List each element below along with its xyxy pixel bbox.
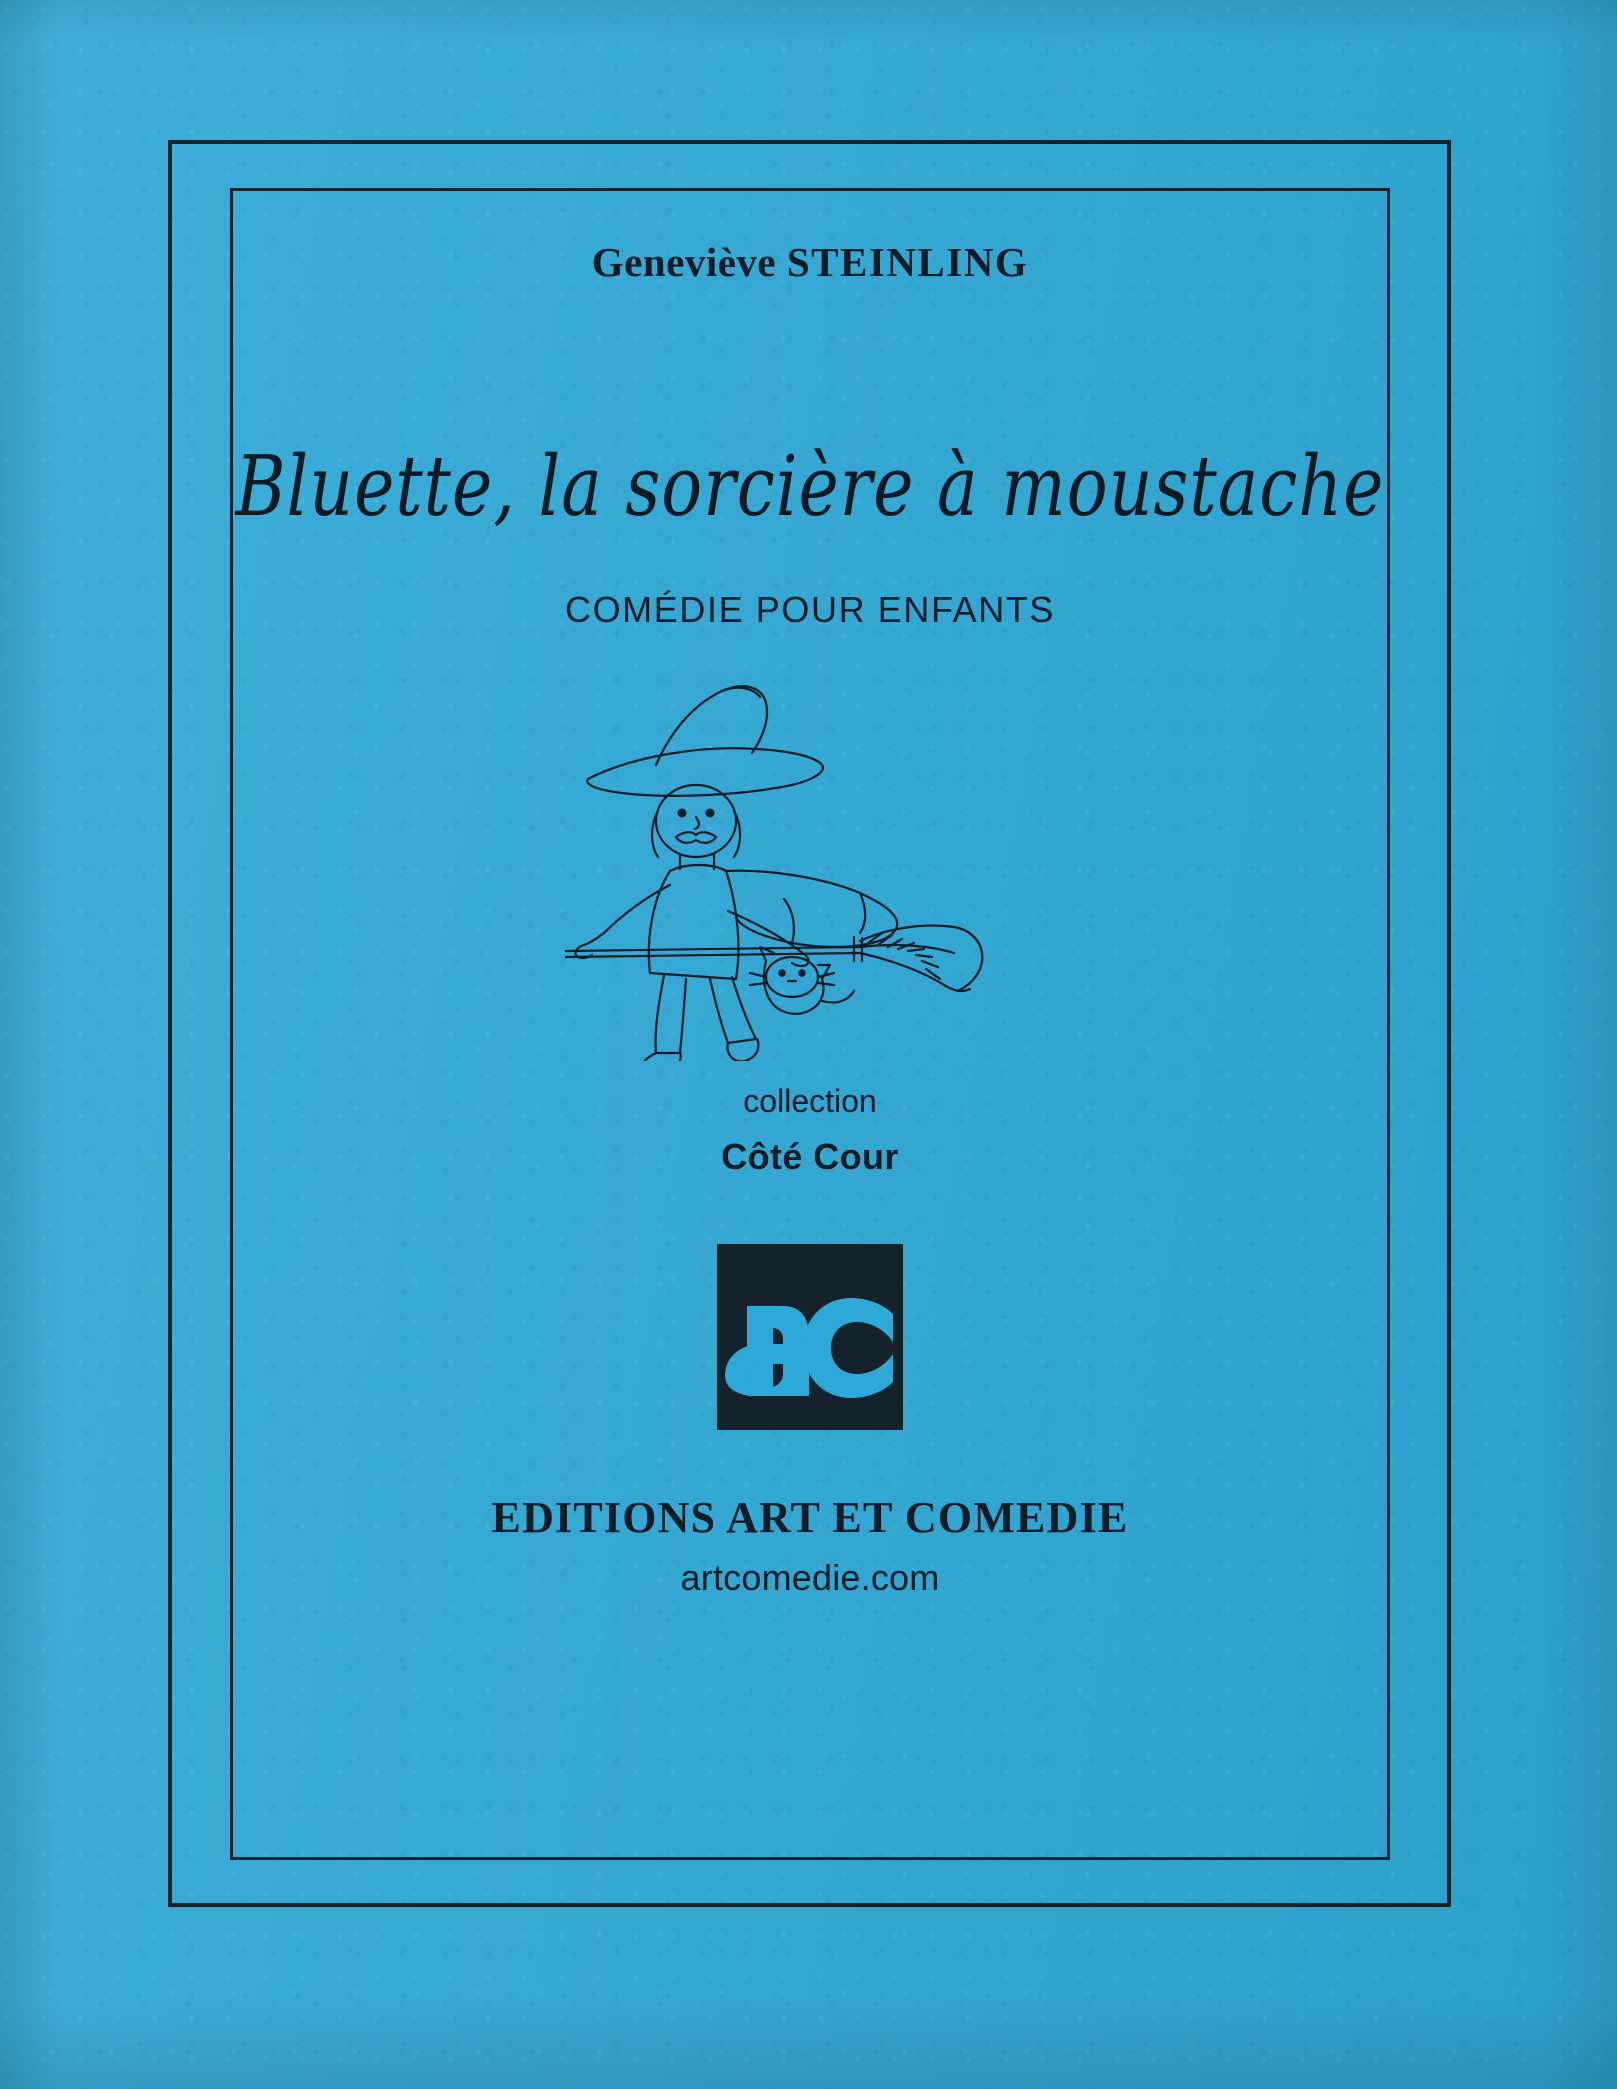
author-first-name: Geneviève (591, 239, 777, 285)
cover-content (230, 188, 1390, 1860)
collection-name: Côté Cour (721, 1136, 899, 1177)
page-edge-shading-left (0, 0, 60, 2089)
author-last-name: STEINLING (786, 239, 1029, 285)
collection-label: collection (743, 1083, 877, 1119)
ac-logo (717, 1244, 903, 1430)
witch-on-broom-with-cat-illustration (530, 661, 1090, 1061)
author-name (592, 238, 1029, 286)
page-edge-shading-bottom (0, 1999, 1617, 2089)
page-edge-shading-top (0, 0, 1617, 40)
publisher-name: EDITIONS ART ET COMEDIE (491, 1493, 1129, 1542)
page-edge-shading-right (1537, 0, 1617, 2089)
book-subtitle: COMÉDIE POUR ENFANTS (564, 589, 1056, 630)
book-title: Bluette, la sorcière à moustache (235, 439, 1385, 536)
publisher-website: artcomedie.com (680, 1557, 940, 1598)
